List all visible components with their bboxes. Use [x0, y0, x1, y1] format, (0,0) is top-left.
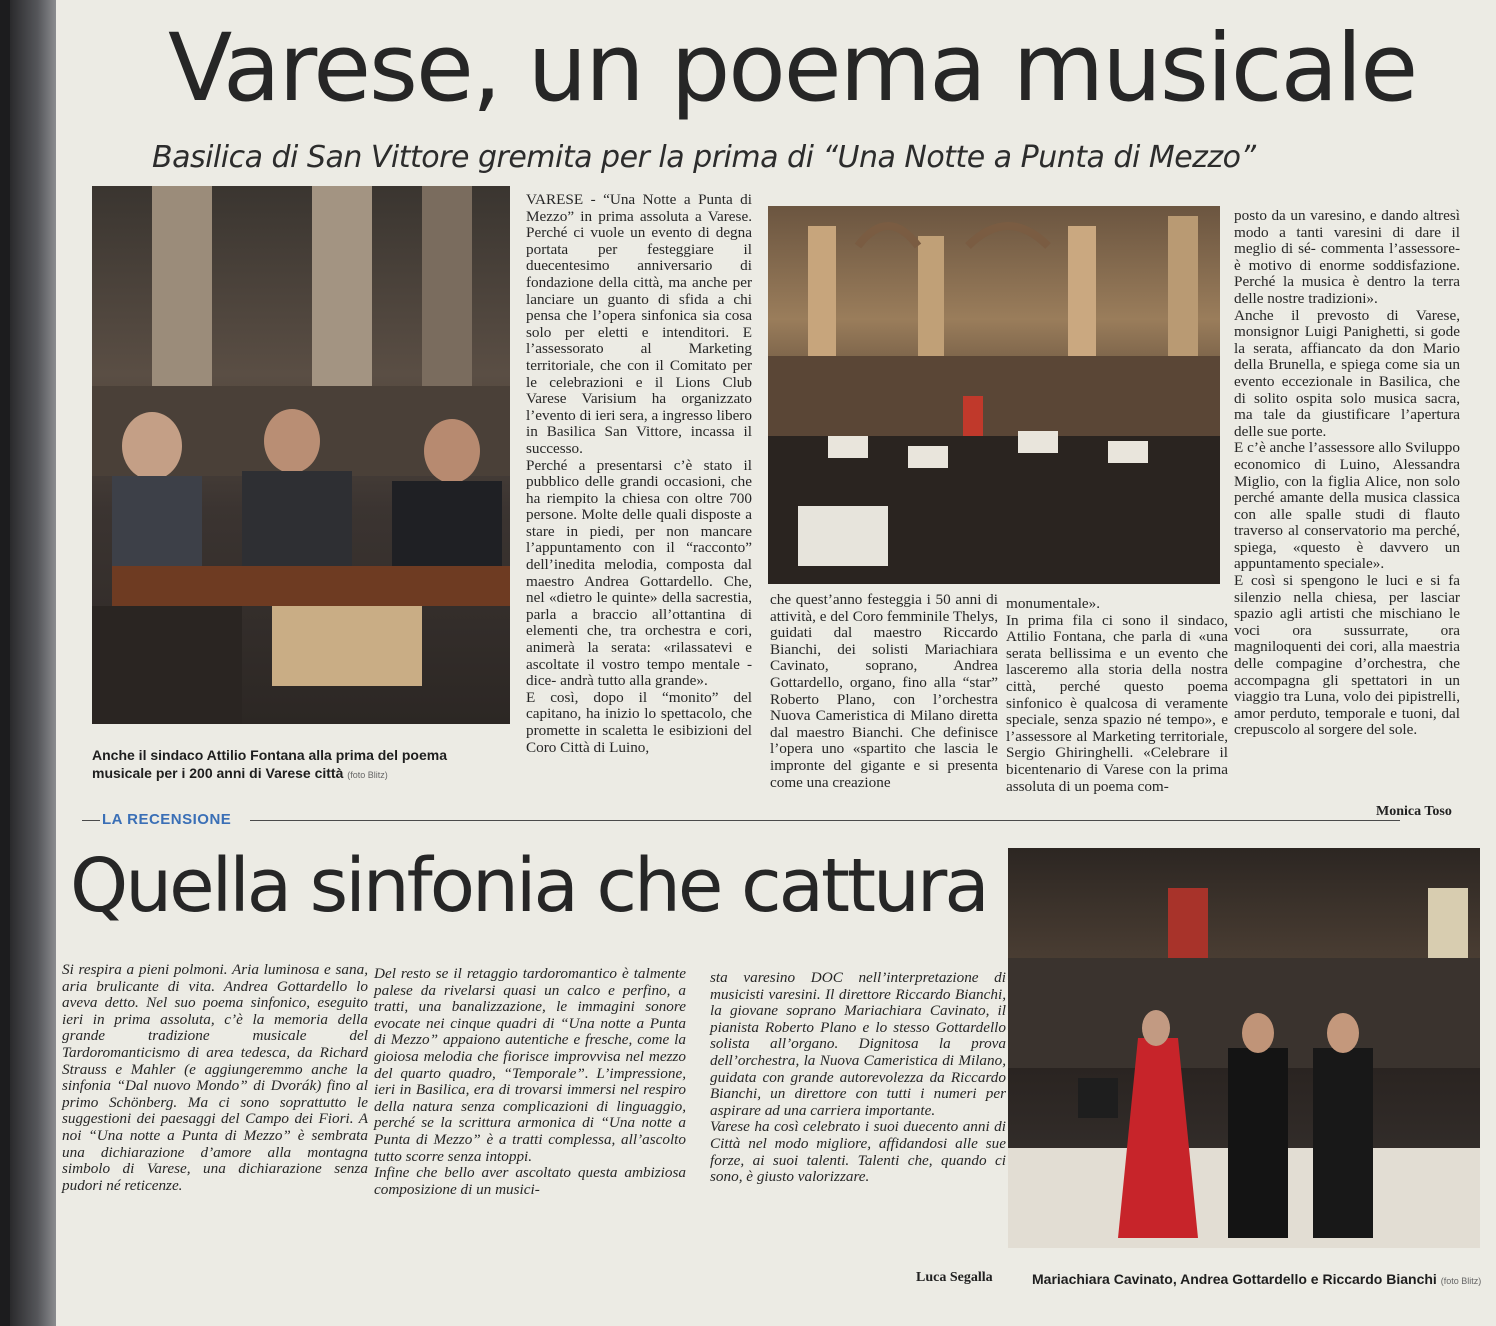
paragraph: Varese ha così celebrato i suoi duecento anni di Città nel modo migliore, affidandosi alle sue forze, ai suoi talenti. Talenti che, quando ci sono, è giusto valorizzare. — [710, 1118, 1006, 1186]
paragraph: Infine che bello aver ascoltato questa ambiziosa composizione di un musici- — [374, 1164, 686, 1198]
article1-column-3 — [1006, 596, 1228, 795]
orchestra-photo-graphic — [768, 206, 1220, 584]
paragraph: Perché a presentarsi c’è stato il pubblico delle grandi occasioni, che ha riempito la chiesa con oltre 700 persone. Molte delle quali disposte a stare in piedi, per non mancare l’appuntamento con il “racconto” dell’inedita melodia, composta dal maestro Andrea Gottardello. Che, nel «dietro le quinte» della sacrestia, parla a braccio all’ottantina di elementi che, tra orchestra e cori, animerà la serata: «rilassatevi e ascoltate il vostro tempo mentale - dice- andrà tutto alla grande». — [526, 456, 752, 690]
caption-text: Mariachiara Cavinato, Andrea Gottardello e Riccardo Bianchi — [1032, 1271, 1437, 1287]
article2-kicker: LA RECENSIONE — [102, 811, 232, 828]
performers-photo-graphic — [1008, 848, 1480, 1248]
newspaper-page — [10, 0, 1496, 1326]
article2-photo-performers — [1008, 848, 1480, 1248]
paragraph: Del resto se il retaggio tardoromantico è talmente palese da rivelarsi quasi un calco e perfino, a tratti, una banalizzazione, le immagini sonore evocate nei cinque quadri di “Una notte a Punta di Mezzo” appaiono autentiche e fresche, come la gioiosa melodia che fiorisce improvvisa nel mezzo del quarto quadro, “Temporale”. L’impressione, ieri in Basilica, era di trovarsi immersi nel respiro della natura senza complicazioni di linguaggio, perché se la scrittura armonica di “Una notte a Punta di Mezzo” è a tratti complessa, all’ascolto tutto scorre senza intoppi. — [374, 965, 686, 1165]
caption-credit: (foto Blitz) — [1440, 1276, 1482, 1286]
paragraph: Si respira a pieni polmoni. Aria luminosa e sana, aria brulicante di vita. Andrea Gottardello lo aveva detto. Nel suo poema sinfonico, eseguito ieri in prima assoluta, c’è la memoria della grande tradizione musicale del Tardoromanticismo di area tedesca, da Richard Strauss e Mahler (e aggiungeremmo anche la sinfonia “Dal nuovo Mondo” di Dvorák) fino al primo Schönberg. Ma ci sono soprattutto le suggestioni dei paesaggi del Campo dei Fiori. A noi “Una notte a Punta di Mezzo” è sembrata una dichiarazione d’amore alla montagna simbolo di Varese, una dichiarazione senza pudori né reticenze. — [62, 961, 368, 1194]
paragraph: E così si spengono le luci e si fa silenzio nella chiesa, per lasciar spazio agli artisti che mischiano le voci ora sussurrate, ora magniloquenti dei cori, alla maestria delle compagine d’orchestra, che accompagna gli spettatori in un viaggio tra Luna, volo dei pipistrelli, amor perduto, temporale e tuoni, dal crepuscolo al sorgere del sole. — [1234, 572, 1460, 739]
kicker-rule-left — [82, 820, 100, 821]
article2-headline: Quella sinfonia che cattura — [70, 843, 987, 929]
caption-credit: (foto Blitz) — [347, 770, 388, 780]
paragraph: E così, dopo il “monito” del capitano, ha inizio lo spettacolo, che promette in scaletta le esibizioni del Coro Città di Luino, — [526, 688, 752, 756]
article1-column-4 — [1234, 208, 1460, 739]
article1-photo-caption — [92, 746, 502, 784]
article1-subheadline: Basilica di San Vittore gremita per la prima di “Una Notte a Punta di Mezzo” — [152, 140, 1256, 175]
article1-column-2 — [770, 592, 998, 791]
article2-column-1 — [62, 962, 368, 1194]
page-edge-shadow — [10, 0, 56, 1326]
article2-photo-caption — [1032, 1270, 1481, 1290]
article1-byline: Monica Toso — [1376, 804, 1452, 819]
paragraph: VARESE - “Una Notte a Punta di Mezzo” in prima assoluta a Varese. Perché ci vuole un evento di degna portata per festeggiare il duecentesimo anniversario di fondazione della città, ma anche per lanciare un guanto di sfida a chi pensa che l’opera sinfonica sia cosa solo per eletti e intenditori. E l’assessorato al Marketing territoriale, che con il Comitato per le celebrazioni e il Lions Club Varese Varisium ha organizzato l’evento di ieri sera, a ingresso libero in Basilica San Vittore, incassa il successo. — [526, 191, 752, 457]
paragraph: E c’è anche l’assessore allo Sviluppo economico di Luino, Alessandra Miglio, con la figlia Alice, non solo perché amante della musica classica con alle spalle studi di flauto traverso al conservatorio ma perché, spiega, «questo è davvero un appuntamento speciale». — [1234, 439, 1460, 573]
article1-column-1 — [526, 192, 752, 756]
paragraph: In prima fila ci sono il sindaco, Attilio Fontana, che parla di «una serata bellissima e un evento che lasceremo alla storia della nostra città, perché questo poema sinfonico è qualcosa di veramente speciale, senza spazio né tempo», e l’assessore al Marketing territoriale, Sergio Ghiringhelli. «Celebrare il bicentenario di Varese con la prima assoluta di un poema com- — [1006, 611, 1228, 795]
article2-byline: Luca Segalla — [916, 1270, 993, 1285]
article2-column-3 — [710, 970, 1006, 1186]
paragraph: posto da un varesino, e dando altresì modo a tanti varesini di dare il meglio di sé- commenta l’assessore- è motivo di enorme soddisfazione. Perché la musica è dentro la terra delle nostre tradizioni». — [1234, 207, 1460, 307]
kicker-rule-right — [250, 820, 1400, 821]
article2-column-2 — [374, 966, 686, 1198]
paragraph: che quest’anno festeggia i 50 anni di attività, e del Coro femminile Thelys, guidati dal maestro Riccardo Bianchi, dei solisti Mariachiara Cavinato, soprano, Andrea Gottardello, organo, fino alla “star” Roberto Plano, con l’orchestra Nuova Cameristica di Milano diretta dal maestro Bianchi. Che definisce l’opera uno «spartito che lascia le impronte del gigante e si presenta come una creazione — [770, 591, 998, 791]
paragraph: monumentale». — [1006, 595, 1101, 612]
article1-photo-audience — [92, 186, 510, 724]
audience-photo-graphic — [92, 186, 510, 724]
article1-photo-orchestra — [768, 206, 1220, 584]
paragraph: Anche il prevosto di Varese, monsignor Luigi Panighetti, si gode la serata, affiancato da don Mario della Brunella, e spiega come sia un evento eccezionale in Basilica, che di solito ospita solo musica sacra, ma tale da giustificare l’apertura delle sue porte. — [1234, 306, 1460, 440]
caption-text: Anche il sindaco Attilio Fontana alla prima del poema musicale per i 200 anni di Varese città — [92, 747, 447, 781]
paragraph: sta varesino DOC nell’interpretazione di musicisti varesini. Il direttore Riccardo Bianchi, la giovane soprano Mariachiara Cavinato, il pianista Roberto Plano e lo stesso Gottardello solista all’organo. Dignitosa la prova dell’orchestra, la Nuova Cameristica di Milano, guidata con grande autorevolezza da Riccardo Bianchi, un direttore con tutti i numeri per aspirare ad una carriera importante. — [710, 969, 1006, 1119]
article1-headline: Varese, un poema musicale — [168, 14, 1417, 123]
